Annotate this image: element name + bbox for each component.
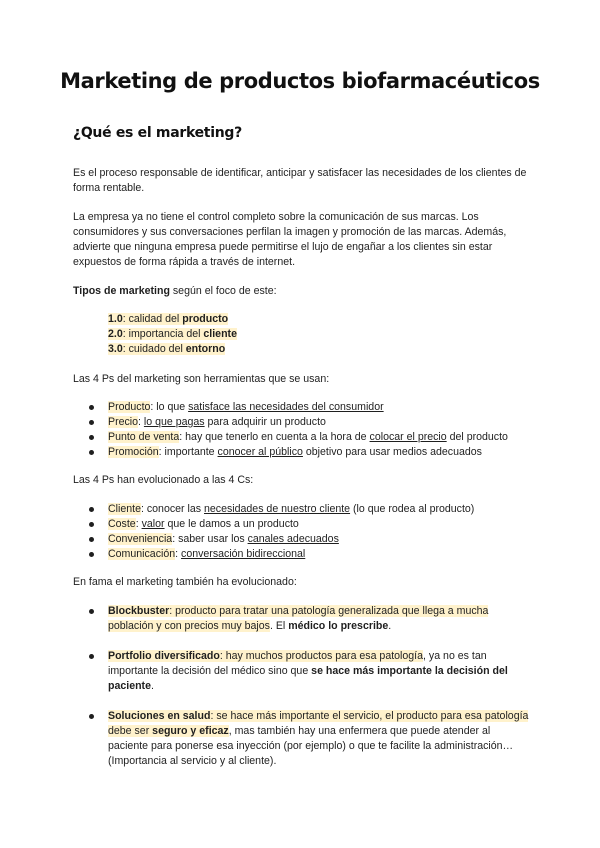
bullet-icon bbox=[89, 537, 94, 542]
bullet-icon bbox=[89, 522, 94, 527]
cs-lead: Las 4 Ps han evolucionado a las 4 Cs: bbox=[73, 474, 254, 486]
list-item: Conveniencia: saber usar los canales adecuados bbox=[73, 532, 533, 547]
tipos-item: 2.0: importancia del cliente bbox=[108, 328, 237, 340]
bullet-icon bbox=[89, 552, 94, 557]
list-item: Soluciones en salud: se hace más importante el servicio, el producto para esa patología debe ser seguro y eficaz, mas también hay una enfermera que puede atender al paciente para ponerse esa inyección (por ejemplo) o que te facilite la administración… (Importancia al servicio y al cliente). bbox=[73, 709, 533, 769]
list-item: Cliente: conocer las necesidades de nuestro cliente (lo que rodea al producto) bbox=[73, 502, 533, 517]
list-item: Promoción: importante conocer al público objetivo para usar medios adecuados bbox=[73, 445, 533, 460]
evol-list-blockbuster bbox=[73, 604, 533, 634]
evol-lead: En fama el marketing también ha evolucionado: bbox=[73, 576, 297, 588]
list-item: Coste: valor que le damos a un producto bbox=[73, 517, 533, 532]
list-item: Blockbuster: producto para tratar una patología generalizada que llega a mucha población y con precios muy bajos. El médico lo prescribe. bbox=[73, 604, 533, 634]
intro-paragraph-2: La empresa ya no tiene el control completo sobre la comunicación de sus marcas. Los consumidores y sus conversaciones perfilan la imagen y promoción de las marcas. Además, advierte que ninguna empresa puede permitirse el lujo de engañar a los clientes sin estar expuestos de forma rápida a través de internet. bbox=[73, 211, 507, 268]
bullet-icon bbox=[89, 609, 94, 614]
tipos-list bbox=[73, 312, 568, 357]
tipos-lead bbox=[73, 284, 533, 299]
list-item: Comunicación: conversación bidireccional bbox=[73, 547, 533, 562]
intro-paragraph-1: Es el proceso responsable de identificar, anticipar y satisfacer las necesidades de los clientes de forma rentable. bbox=[73, 167, 527, 194]
page-title: Marketing de productos biofarmacéuticos bbox=[60, 69, 540, 93]
bullet-icon bbox=[89, 450, 94, 455]
list-item: Portfolio diversificado: hay muchos productos para esa patología, ya no es tan importante la decisión del médico sino que se hace más importante la decisión del paciente. bbox=[73, 649, 533, 694]
tipos-lead-rest: según el foco de este: bbox=[169, 285, 277, 297]
bullet-icon bbox=[89, 435, 94, 440]
section-heading: ¿Qué es el marketing? bbox=[73, 125, 242, 141]
bullet-icon bbox=[89, 405, 94, 410]
list-item: Producto: lo que satisface las necesidades del consumidor bbox=[73, 400, 533, 415]
bullet-icon bbox=[89, 654, 94, 659]
bullet-icon bbox=[89, 507, 94, 512]
evol-list-portfolio bbox=[73, 649, 533, 694]
cs-list bbox=[73, 502, 533, 562]
ps-lead: Las 4 Ps del marketing son herramientas que se usan: bbox=[73, 373, 330, 385]
evol-list-soluciones bbox=[73, 709, 533, 769]
tipos-lead-bold: Tipos de marketing bbox=[73, 285, 170, 297]
ps-list bbox=[73, 400, 533, 460]
bullet-icon bbox=[89, 714, 94, 719]
tipos-item: 3.0: cuidado del entorno bbox=[108, 343, 226, 355]
tipos-item: 1.0: calidad del producto bbox=[108, 313, 229, 325]
list-item: Punto de venta: hay que tenerlo en cuenta a la hora de colocar el precio del producto bbox=[73, 430, 533, 445]
bullet-icon bbox=[89, 420, 94, 425]
list-item: Precio: lo que pagas para adquirir un producto bbox=[73, 415, 533, 430]
